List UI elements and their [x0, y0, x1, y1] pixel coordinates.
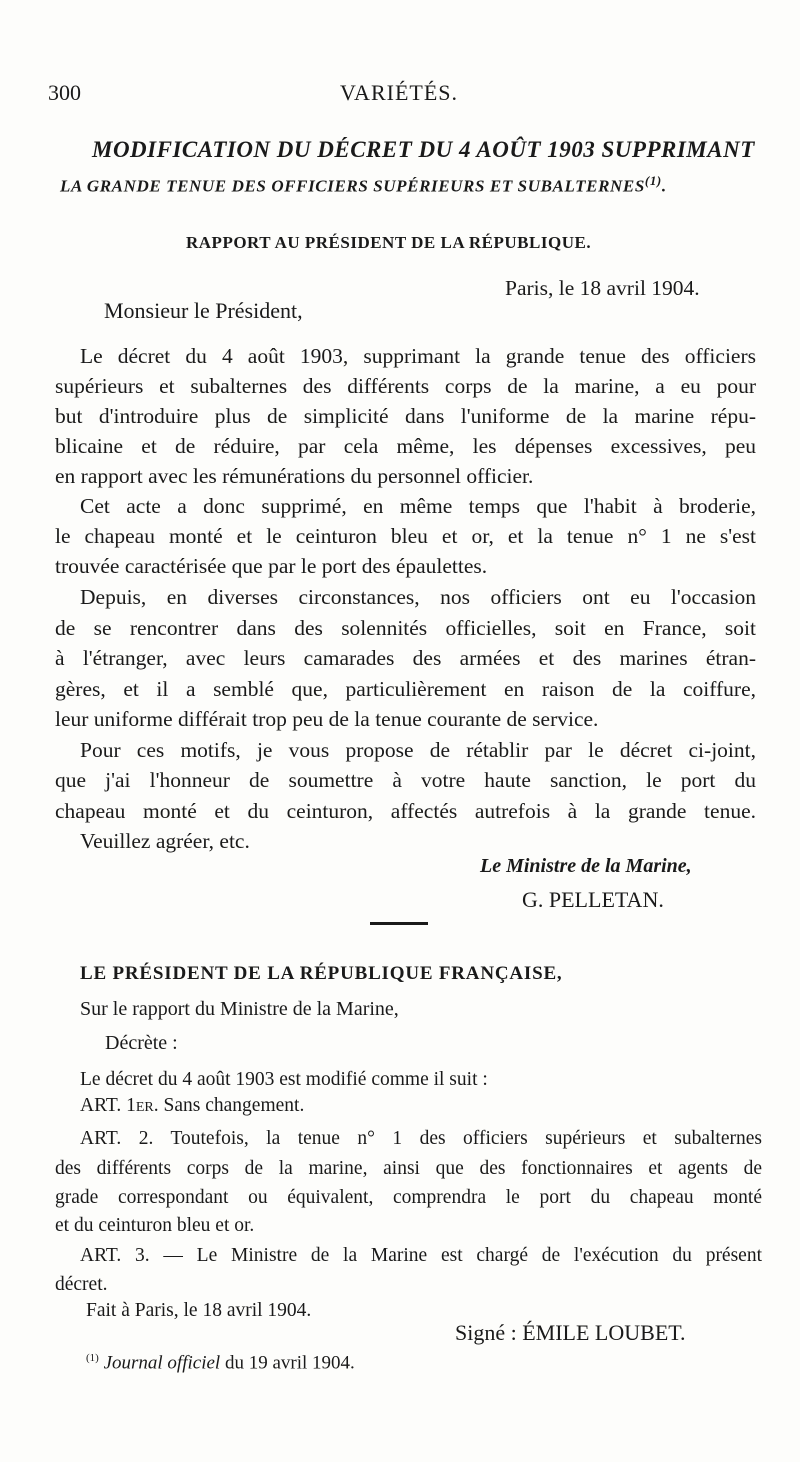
footnote-rest: du 19 avril 1904. — [224, 1352, 355, 1374]
footnote-mark: (1) — [86, 1352, 99, 1364]
title-line-2-end: . — [661, 176, 667, 196]
report-line: le chapeau monté et le ceinturon bleu et or, et la tenue n° 1 ne s'est — [55, 524, 756, 548]
report-line: Cet acte a donc supprimé, en même temps que l'habit à broderie, — [80, 494, 756, 518]
report-line: Depuis, en diverses circonstances, nos officiers ont eu l'occasion — [80, 585, 756, 609]
page-number: 300 — [48, 80, 81, 105]
report-line: en rapport avec les rémunérations du personnel officier. — [55, 464, 534, 488]
decree-intro: Sur le rapport du Ministre de la Marine, — [80, 998, 399, 1020]
report-line: Veuillez agréer, etc. — [80, 829, 250, 853]
report-line: à l'étranger, avec leurs camarades des armées et des marines étran- — [55, 646, 756, 670]
signature-name: G. PELLETAN. — [522, 887, 664, 912]
article-2-line: grade correspondant ou équivalent, comprendra le port du chapeau monté — [55, 1187, 762, 1208]
decree-heading: LE PRÉSIDENT DE LA RÉPUBLIQUE FRANÇAISE, — [80, 963, 563, 984]
article-1 — [80, 1095, 304, 1117]
report-place-date: Paris, le 18 avril 1904. — [505, 276, 700, 300]
article-2-line: ART. 2. Toutefois, la tenue n° 1 des officiers supérieurs et subalternes — [80, 1128, 762, 1149]
report-line: gères, et il a semblé que, particulièrement en raison de la coiffure, — [55, 677, 756, 701]
title-line-1: MODIFICATION DU DÉCRET DU 4 AOÛT 1903 SUPPRIMANT — [92, 137, 755, 162]
report-line: leur uniforme différait trop peu de la tenue courante de service. — [55, 707, 599, 731]
article-2-line: des différents corps de la marine, ainsi que des fonctionnaires et agents de — [55, 1158, 762, 1179]
report-line: de se rencontrer dans des solennités officielles, soit en France, soit — [55, 616, 756, 640]
report-salutation: Monsieur le Président, — [104, 298, 303, 323]
article-1-label: ART. 1er. — [80, 1095, 159, 1116]
section-divider — [370, 922, 428, 925]
title-line-2 — [60, 173, 667, 197]
footnote-journal: Journal officiel — [103, 1352, 221, 1374]
report-line: Le décret du 4 août 1903, supprimant la grande tenue des officiers — [80, 344, 756, 368]
report-line: but d'introduire plus de simplicité dans l'uniforme de la marine répu- — [55, 404, 756, 428]
report-line: trouvée caractérisée que par le port des épaulettes. — [55, 554, 488, 578]
report-line: blicaine et de réduire, par cela même, les dépenses excessives, peu — [55, 434, 756, 458]
report-line: que j'ai l'honneur de soumettre à votre haute sanction, le port du — [55, 768, 756, 792]
decree-signed: Signé : ÉMILE LOUBET. — [455, 1320, 686, 1345]
running-title: VARIÉTÉS. — [340, 80, 458, 105]
report-heading: RAPPORT AU PRÉSIDENT DE LA RÉPUBLIQUE. — [186, 233, 592, 252]
article-2-line: et du ceinturon bleu et or. — [55, 1215, 255, 1236]
article-1-text: Sans changement. — [163, 1095, 305, 1116]
decree-decrees: Décrète : — [105, 1032, 178, 1054]
report-line: supérieurs et subalternes des différents corps de la marine, a eu pour — [55, 374, 756, 398]
article-3-line: ART. 3. — Le Ministre de la Marine est chargé de l'exécution du présent — [80, 1245, 762, 1266]
title-line-2-text: LA GRANDE TENUE DES OFFICIERS SUPÉRIEURS ET SUBALTERNES — [60, 176, 645, 196]
article-3-line: décret. — [55, 1274, 108, 1295]
decree-done: Fait à Paris, le 18 avril 1904. — [86, 1300, 312, 1321]
title-footnote-mark: (1) — [644, 173, 662, 188]
report-line: chapeau monté et du ceinturon, affectés autrefois à la grande tenue. — [55, 799, 756, 823]
decree-line-1: Le décret du 4 août 1903 est modifié comme il suit : — [80, 1069, 488, 1090]
signature-title: Le Ministre de la Marine, — [480, 855, 692, 877]
report-line: Pour ces motifs, je vous propose de rétablir par le décret ci-joint, — [80, 738, 756, 762]
footnote — [86, 1352, 355, 1374]
